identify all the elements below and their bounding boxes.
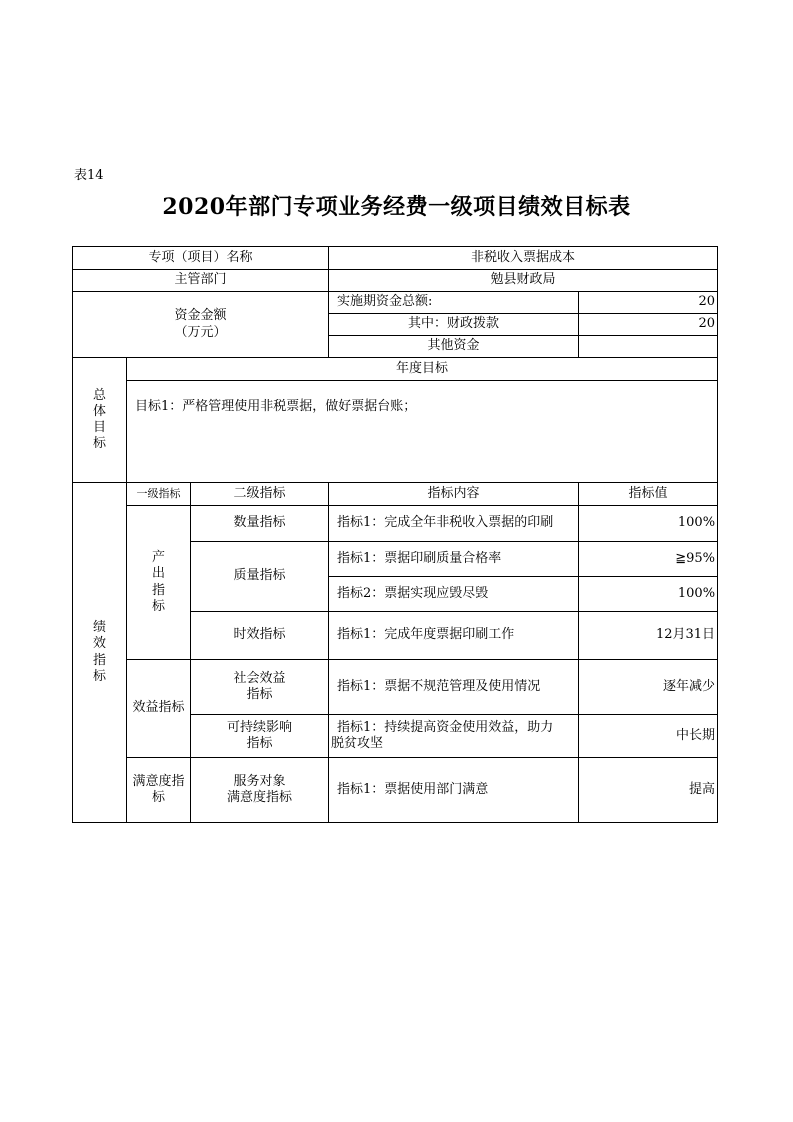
value-header: 指标值 bbox=[579, 483, 718, 506]
quality-indicator-label: 质量指标 bbox=[191, 542, 329, 612]
service-label-line2: 满意度指标 bbox=[227, 790, 293, 805]
funding-other-label: 其他资金 bbox=[329, 336, 579, 358]
overall-char-4: 标 bbox=[92, 436, 106, 452]
timeliness-content: 指标1：完成年度票据印刷工作 bbox=[329, 612, 579, 660]
timeliness-indicator-label: 时效指标 bbox=[191, 612, 329, 660]
overall-char-2: 体 bbox=[92, 403, 106, 419]
overall-char-3: 目 bbox=[92, 420, 106, 435]
benefit-indicator-label: 效益指标 bbox=[127, 660, 191, 758]
project-name-label: 专项（项目）名称 bbox=[73, 247, 329, 270]
satisfaction-label-line2: 标 bbox=[151, 790, 165, 805]
output-char-3: 指 bbox=[151, 582, 165, 598]
overall-goal-side-label bbox=[73, 358, 127, 483]
output-char-1: 产 bbox=[151, 550, 165, 565]
quantity-row bbox=[73, 506, 718, 542]
department-value: 勉县财政局 bbox=[329, 270, 718, 292]
funding-total-value: 20 bbox=[579, 292, 718, 314]
funding-total-row bbox=[73, 292, 718, 314]
sustain-content bbox=[329, 715, 579, 758]
quantity-indicator-label: 数量指标 bbox=[191, 506, 329, 542]
sustain-content-line2: 脱贫攻坚 bbox=[331, 736, 384, 751]
satisfaction-label-line1: 满意度指 bbox=[132, 773, 185, 789]
social-label-line1: 社会效益 bbox=[233, 670, 286, 686]
satisfaction-value: 提高 bbox=[579, 758, 718, 823]
performance-side-label bbox=[73, 483, 127, 823]
level1-header: 一级指标 bbox=[127, 483, 191, 506]
sustain-label-line1: 可持续影响 bbox=[227, 719, 293, 735]
project-name-row bbox=[73, 247, 718, 270]
content-header: 指标内容 bbox=[329, 483, 579, 506]
sustain-value: 中长期 bbox=[579, 715, 718, 758]
funding-label-line1: 资金金额 bbox=[174, 308, 227, 324]
perf-char-2: 效 bbox=[92, 636, 106, 652]
perf-char-3: 指 bbox=[92, 652, 106, 668]
social-value: 逐年减少 bbox=[579, 660, 718, 715]
satisfaction-row bbox=[73, 758, 718, 823]
annual-goal-text: 目标1：严格管理使用非税票据，做好票据台账； bbox=[127, 381, 718, 483]
social-label-line2: 指标 bbox=[246, 687, 273, 702]
funding-total-label: 实施期资金总额: bbox=[329, 292, 579, 314]
sustain-content-line1: 指标1：持续提高资金使用效益，助力 bbox=[337, 719, 554, 735]
overall-char-1: 总 bbox=[92, 387, 106, 403]
perf-char-4: 标 bbox=[92, 668, 106, 684]
table-number-label: 表14 bbox=[74, 168, 104, 183]
funding-label bbox=[73, 292, 329, 358]
satisfaction-content: 指标1：票据使用部门满意 bbox=[329, 758, 579, 823]
funding-fiscal-label: 其中：财政拨款 bbox=[329, 314, 579, 336]
overall-goal-header-row bbox=[73, 358, 718, 381]
department-row bbox=[73, 270, 718, 292]
service-label-line1: 服务对象 bbox=[233, 773, 286, 789]
perf-char-1: 绩 bbox=[92, 620, 106, 635]
quality-value-1: ≧95% bbox=[579, 542, 718, 577]
service-indicator-label bbox=[191, 758, 329, 823]
annual-goal-header: 年度目标 bbox=[127, 358, 718, 381]
performance-goal-table bbox=[72, 246, 718, 823]
level2-header: 二级指标 bbox=[191, 483, 329, 506]
indicator-header-row bbox=[73, 483, 718, 506]
quality-value-2: 100% bbox=[579, 577, 718, 612]
funding-label-line2: （万元） bbox=[174, 324, 227, 340]
sustain-indicator-label bbox=[191, 715, 329, 758]
quantity-content: 指标1：完成全年非税收入票据的印刷 bbox=[329, 506, 579, 542]
project-name-value: 非税收入票据成本 bbox=[329, 247, 718, 270]
sustain-label-line2: 指标 bbox=[246, 736, 273, 751]
social-content: 指标1：票据不规范管理及使用情况 bbox=[329, 660, 579, 715]
funding-fiscal-value: 20 bbox=[579, 314, 718, 336]
quality-content-2: 指标2：票据实现应毁尽毁 bbox=[329, 577, 579, 612]
output-char-2: 出 bbox=[151, 566, 165, 582]
funding-other-value bbox=[579, 336, 718, 358]
department-label: 主管部门 bbox=[73, 270, 329, 292]
social-indicator-label bbox=[191, 660, 329, 715]
timeliness-value: 12月31日 bbox=[579, 612, 718, 660]
quality-content-1: 指标1：票据印刷质量合格率 bbox=[329, 542, 579, 577]
social-benefit-row bbox=[73, 660, 718, 715]
quantity-value: 100% bbox=[579, 506, 718, 542]
output-char-4: 标 bbox=[151, 598, 165, 614]
overall-goal-text-row bbox=[73, 381, 718, 483]
page-title: 2020年部门专项业务经费一级项目绩效目标表 bbox=[162, 194, 631, 220]
satisfaction-indicator-label bbox=[127, 758, 191, 823]
output-indicator-label bbox=[127, 506, 191, 660]
